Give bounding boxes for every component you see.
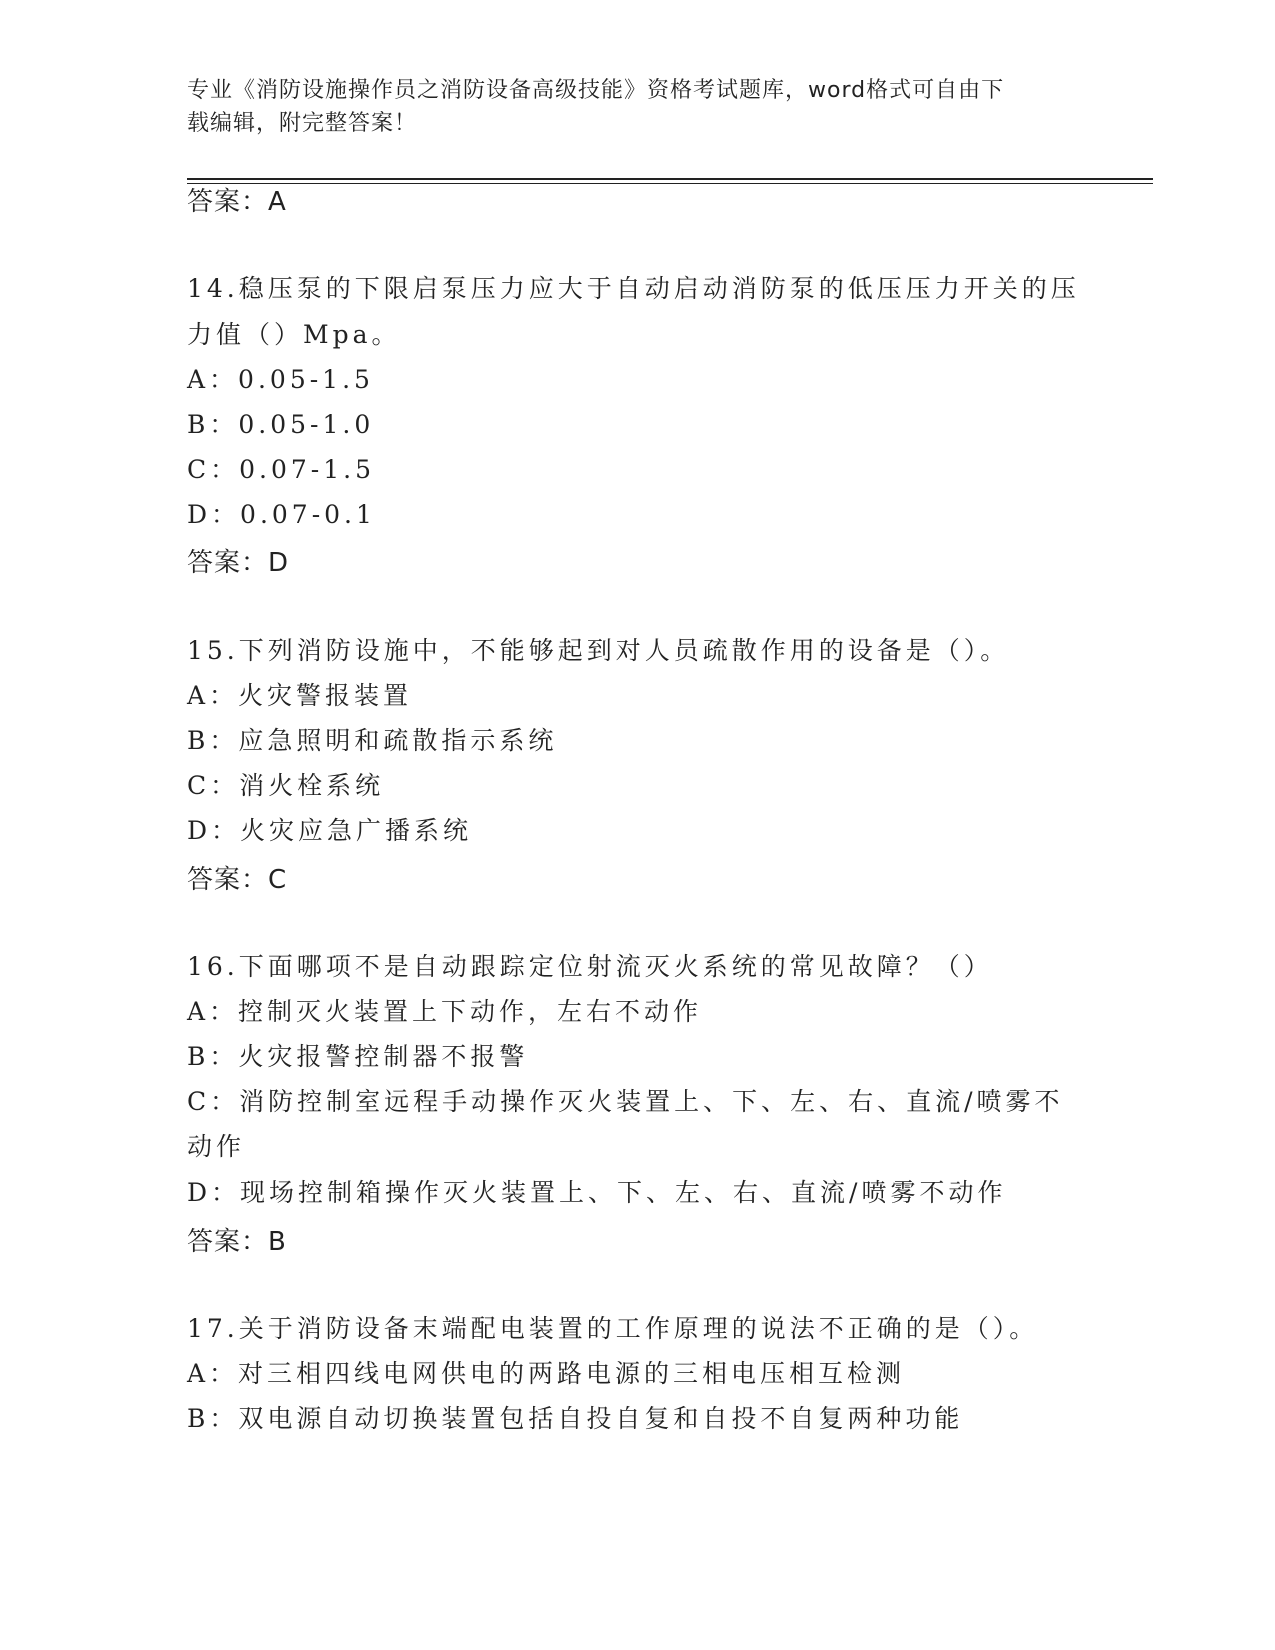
- header-line-1: 专业《消防设施操作员之消防设备高级技能》资格考试题库，word格式可自由下: [187, 78, 1005, 103]
- q15-option-c: C：消火栓系统: [187, 771, 385, 800]
- q17-stem: 17.关于消防设备末端配电装置的工作原理的说法不正确的是（）。: [187, 1314, 1039, 1343]
- q16-option-b: B：火灾报警控制器不报警: [187, 1042, 529, 1071]
- q16-answer: 答案：B: [187, 1227, 287, 1257]
- q15-option-d: D：火灾应急广播系统: [187, 816, 473, 845]
- q16-option-c-line-2: 动作: [187, 1132, 246, 1161]
- q16-option-a: A：控制灭火装置上下动作，左右不动作: [187, 997, 703, 1026]
- q14-option-b: B：0.05-1.0: [187, 410, 375, 439]
- q14-option-a: A：0.05-1.5: [187, 365, 374, 394]
- q17-option-b: B：双电源自动切换装置包括自投自复和自投不自复两种功能: [187, 1404, 964, 1433]
- header-divider-thick: [187, 178, 1153, 180]
- q17-option-a: A：对三相四线电网供电的两路电源的三相电压相互检测: [187, 1359, 906, 1388]
- q14-option-d: D：0.07-0.1: [187, 500, 376, 529]
- q16-stem: 16.下面哪项不是自动跟踪定位射流灭火系统的常见故障？（）: [187, 952, 993, 981]
- q16-option-c-line-1: C：消防控制室远程手动操作灭火装置上、下、左、右、直流/喷雾不: [187, 1087, 1064, 1116]
- q14-stem-line-2: 力值（）Mpa。: [187, 320, 401, 349]
- header-line-2: 载编辑，附完整答案！: [187, 111, 418, 136]
- q15-option-b: B：应急照明和疏散指示系统: [187, 726, 558, 755]
- q15-answer: 答案：C: [187, 865, 288, 895]
- q15-stem: 15.下列消防设施中，不能够起到对人员疏散作用的设备是（）。: [187, 636, 1010, 665]
- q14-answer: 答案：D: [187, 548, 290, 578]
- q16-option-d: D：现场控制箱操作灭火装置上、下、左、右、直流/喷雾不动作: [187, 1178, 1007, 1207]
- previous-answer: 答案：A: [187, 187, 287, 217]
- q14-option-c: C：0.07-1.5: [187, 455, 375, 484]
- document-header: [187, 74, 1067, 140]
- q14-stem-line-1: 14.稳压泵的下限启泵压力应大于自动启动消防泵的低压压力开关的压: [187, 274, 1080, 303]
- q15-option-a: A：火灾警报装置: [187, 681, 413, 710]
- header-divider-thin: [187, 183, 1153, 184]
